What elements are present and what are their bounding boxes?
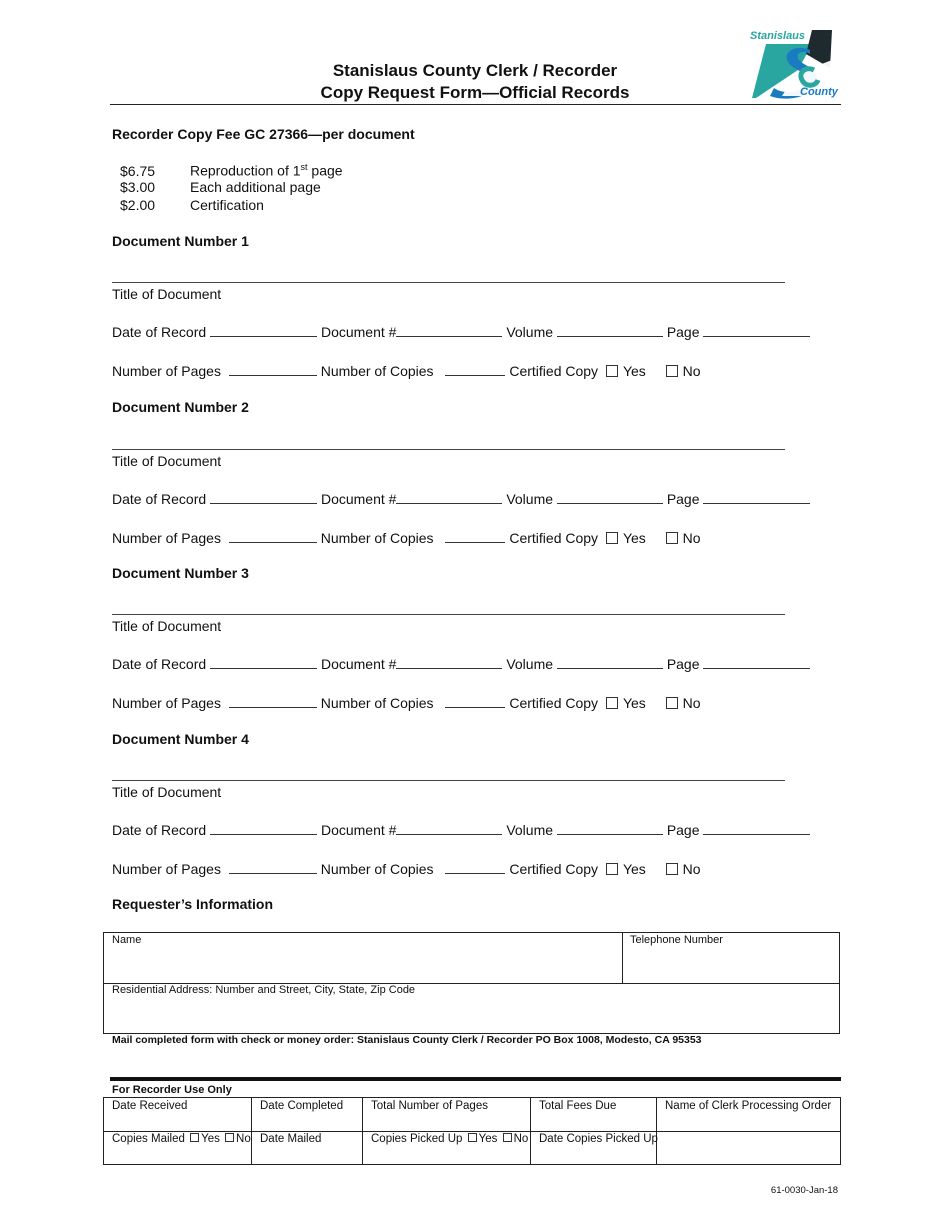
no-label: No [682, 530, 701, 546]
certified-no-checkbox[interactable] [666, 863, 678, 875]
volume-label: Volume [506, 656, 554, 672]
office-use-table [103, 1097, 841, 1165]
document-number-label: Document # [320, 656, 397, 672]
page-label: Page [666, 656, 700, 672]
date-of-record-label: Date of Record [112, 656, 207, 672]
volume-input[interactable] [557, 820, 663, 835]
form-code: 61-0030-Jan-18 [770, 1185, 838, 1196]
date-record-row [112, 820, 810, 838]
page-label: Page [666, 491, 700, 507]
document-number-input[interactable] [396, 322, 502, 337]
mailing-instructions: Mail completed form with check or money order: Stanislaus County Clerk / Recorder PO Box 1008, Modesto, CA 95353 [112, 1034, 702, 1046]
certified-no-checkbox[interactable] [666, 365, 678, 377]
volume-input[interactable] [557, 489, 663, 504]
document-number-input[interactable] [396, 489, 502, 504]
no-label: No [513, 1133, 529, 1145]
date-record-row [112, 322, 810, 340]
date-of-record-label: Date of Record [112, 324, 207, 340]
page-input[interactable] [703, 654, 810, 669]
copies-mailed-label: Copies Mailed [112, 1133, 185, 1145]
logo-text-bottom: County [800, 86, 838, 98]
volume-label: Volume [506, 491, 554, 507]
fee-row [120, 162, 343, 180]
certified-no-checkbox[interactable] [666, 532, 678, 544]
form-title-line-2: Copy Request Form—Official Records [320, 83, 630, 102]
date-record-row [112, 654, 810, 672]
certified-copy-label: Certified Copy [509, 861, 599, 877]
date-of-record-label: Date of Record [112, 822, 207, 838]
no-label: No [236, 1133, 251, 1145]
date-of-record-input[interactable] [210, 489, 317, 504]
document-heading: Document Number 4 [112, 731, 249, 747]
copies-picked-up-group [371, 1133, 528, 1145]
number-of-copies-input[interactable] [445, 361, 505, 376]
number-of-copies-input[interactable] [445, 528, 505, 543]
office-use-bar [110, 1077, 841, 1081]
address-label: Residential Address: Number and Street, City, State, Zip Code [112, 984, 416, 996]
fee-description: Certification [190, 197, 264, 213]
name-label: Name [112, 934, 142, 946]
yes-label: Yes [622, 363, 646, 379]
date-of-record-input[interactable] [210, 820, 317, 835]
page-input[interactable] [703, 820, 810, 835]
fee-description: Reproduction of 1 [190, 162, 301, 179]
document-number-input[interactable] [396, 654, 502, 669]
title-of-document-label: Title of Document [112, 453, 222, 469]
name-field[interactable] [104, 933, 622, 983]
document-heading: Document Number 1 [112, 233, 249, 249]
yes-label: Yes [478, 1133, 498, 1145]
page-label: Page [666, 822, 700, 838]
requester-heading: Requester’s Information [112, 896, 274, 912]
yes-label: Yes [622, 695, 646, 711]
number-of-copies-label: Number of Copies [320, 695, 434, 711]
certified-yes-checkbox[interactable] [606, 532, 618, 544]
no-label: No [682, 695, 701, 711]
fee-description-tail: page [307, 162, 343, 179]
number-of-copies-label: Number of Copies [320, 363, 434, 379]
number-of-pages-input[interactable] [229, 693, 317, 708]
title-of-document-label: Title of Document [112, 286, 222, 302]
page-input[interactable] [703, 489, 810, 504]
clerk-name-label: Name of Clerk Processing Order [665, 1100, 832, 1112]
certified-copy-label: Certified Copy [509, 530, 599, 546]
fee-superscript: st [300, 162, 308, 172]
number-of-copies-label: Number of Copies [320, 530, 434, 546]
pages-copies-row [112, 859, 701, 877]
number-of-pages-input[interactable] [229, 859, 317, 874]
fee-amount: $2.00 [120, 197, 156, 213]
certified-copy-label: Certified Copy [509, 363, 599, 379]
certified-yes-checkbox[interactable] [606, 697, 618, 709]
number-of-copies-input[interactable] [445, 693, 505, 708]
pages-copies-row [112, 361, 701, 379]
number-of-pages-label: Number of Pages [112, 695, 221, 711]
volume-input[interactable] [557, 654, 663, 669]
form-title-line-1: Stanislaus County Clerk / Recorder [332, 61, 618, 80]
document-heading: Document Number 3 [112, 565, 249, 581]
date-mailed-label: Date Mailed [260, 1133, 322, 1145]
yes-label: Yes [622, 861, 646, 877]
copies-picked-up-label: Copies Picked Up [371, 1133, 463, 1145]
header-rule [110, 104, 841, 105]
office-use-title: For Recorder Use Only [112, 1084, 232, 1096]
document-number-input[interactable] [396, 820, 502, 835]
certified-yes-checkbox[interactable] [606, 365, 618, 377]
document-title-input[interactable] [112, 282, 785, 283]
volume-label: Volume [506, 324, 554, 340]
yes-label: Yes [201, 1133, 220, 1145]
document-title-input[interactable] [112, 780, 785, 781]
document-number-label: Document # [320, 822, 397, 838]
number-of-pages-label: Number of Pages [112, 861, 221, 877]
document-number-label: Document # [320, 324, 397, 340]
volume-input[interactable] [557, 322, 663, 337]
no-label: No [682, 861, 701, 877]
fee-amount: $6.75 [120, 162, 156, 179]
document-heading: Document Number 2 [112, 399, 249, 415]
number-of-pages-input[interactable] [229, 528, 317, 543]
date-received-label: Date Received [112, 1100, 188, 1112]
number-of-copies-input[interactable] [445, 859, 505, 874]
number-of-pages-input[interactable] [229, 361, 317, 376]
document-number-label: Document # [320, 491, 397, 507]
date-completed-label: Date Completed [260, 1100, 344, 1112]
fee-description: Each additional page [190, 179, 321, 195]
page-input[interactable] [703, 322, 810, 337]
logo-text-top: Stanislaus [750, 30, 806, 42]
copies-mailed-group [112, 1133, 251, 1145]
total-pages-label: Total Number of Pages [371, 1100, 488, 1112]
fee-amount: $3.00 [120, 179, 156, 195]
pages-copies-row [112, 528, 701, 546]
date-of-record-input[interactable] [210, 654, 317, 669]
office-row-divider [104, 1131, 840, 1132]
certified-yes-checkbox[interactable] [606, 863, 618, 875]
number-of-pages-label: Number of Pages [112, 363, 221, 379]
certified-no-checkbox[interactable] [666, 697, 678, 709]
date-copies-picked-up-label: Date Copies Picked Up [539, 1133, 658, 1145]
title-of-document-label: Title of Document [112, 784, 222, 800]
document-title-input[interactable] [112, 449, 785, 450]
fee-row [120, 197, 264, 215]
copies-mailed-yes-checkbox[interactable] [190, 1133, 199, 1142]
title-of-document-label: Title of Document [112, 618, 222, 634]
total-fees-label: Total Fees Due [539, 1100, 617, 1112]
picked-up-yes-checkbox[interactable] [468, 1133, 477, 1142]
county-logo [750, 30, 838, 100]
volume-label: Volume [506, 822, 554, 838]
no-label: No [682, 363, 701, 379]
telephone-label: Telephone Number [630, 934, 723, 946]
date-record-row [112, 489, 810, 507]
document-title-input[interactable] [112, 614, 785, 615]
date-of-record-input[interactable] [210, 322, 317, 337]
fee-heading: Recorder Copy Fee GC 27366—per document [112, 126, 415, 142]
page-label: Page [666, 324, 700, 340]
requester-table [103, 932, 840, 1034]
number-of-pages-label: Number of Pages [112, 530, 221, 546]
date-of-record-label: Date of Record [112, 491, 207, 507]
fee-row [120, 179, 321, 197]
pages-copies-row [112, 693, 701, 711]
certified-copy-label: Certified Copy [509, 695, 599, 711]
copies-mailed-no-checkbox[interactable] [225, 1133, 234, 1142]
picked-up-no-checkbox[interactable] [503, 1133, 512, 1142]
yes-label: Yes [622, 530, 646, 546]
number-of-copies-label: Number of Copies [320, 861, 434, 877]
